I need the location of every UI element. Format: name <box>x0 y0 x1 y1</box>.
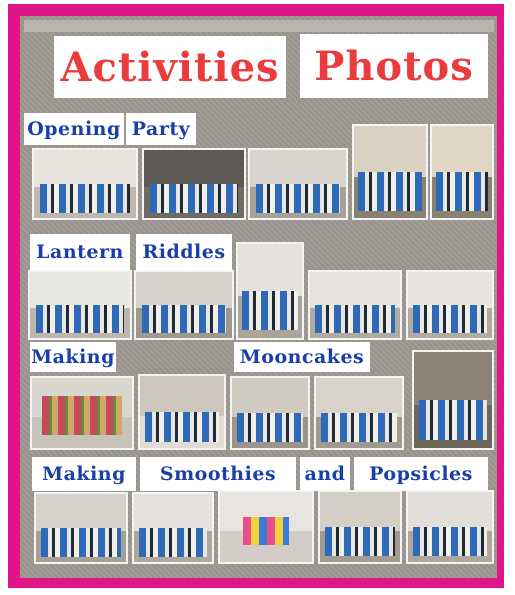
photo-lantern-4 <box>308 270 402 340</box>
bulletin-board <box>20 16 497 578</box>
top-trim <box>24 20 494 32</box>
title-card-photos: Photos <box>300 34 488 98</box>
photo-lantern-5 <box>406 270 494 340</box>
photo-smoothie-4 <box>318 490 402 564</box>
photo-mooncake-4 <box>314 376 404 450</box>
photo-lantern-2 <box>134 270 234 340</box>
label-popsicles: Popsicles <box>354 457 488 491</box>
photo-smoothie-5 <box>406 490 494 564</box>
photo-opening-2 <box>142 148 246 220</box>
label-riddles: Riddles <box>136 234 232 270</box>
photo-lantern-3 <box>236 242 304 340</box>
label-and: and <box>300 457 350 491</box>
photo-opening-1 <box>32 148 138 220</box>
photo-smoothie-2 <box>132 492 214 564</box>
photo-smoothie-1 <box>34 492 128 564</box>
photo-mooncake-2 <box>138 374 226 450</box>
photo-smoothie-3 <box>218 490 314 564</box>
photo-mooncake-5 <box>412 350 494 450</box>
photo-opening-5 <box>430 124 494 220</box>
photo-opening-3 <box>248 148 348 220</box>
label-smoothies: Smoothies <box>140 457 296 491</box>
label-lantern: Lantern <box>30 234 130 270</box>
label-mooncakes: Mooncakes <box>234 342 370 372</box>
photo-opening-4 <box>352 124 428 220</box>
label-party: Party <box>126 113 196 145</box>
photo-lantern-1 <box>28 270 132 340</box>
label-making-2: Making <box>32 457 136 491</box>
label-opening: Opening <box>24 113 124 145</box>
label-making: Making <box>30 342 116 372</box>
photo-mooncake-1 <box>30 376 134 450</box>
title-card-activities: Activities <box>54 36 286 98</box>
photo-mooncake-3 <box>230 376 310 450</box>
